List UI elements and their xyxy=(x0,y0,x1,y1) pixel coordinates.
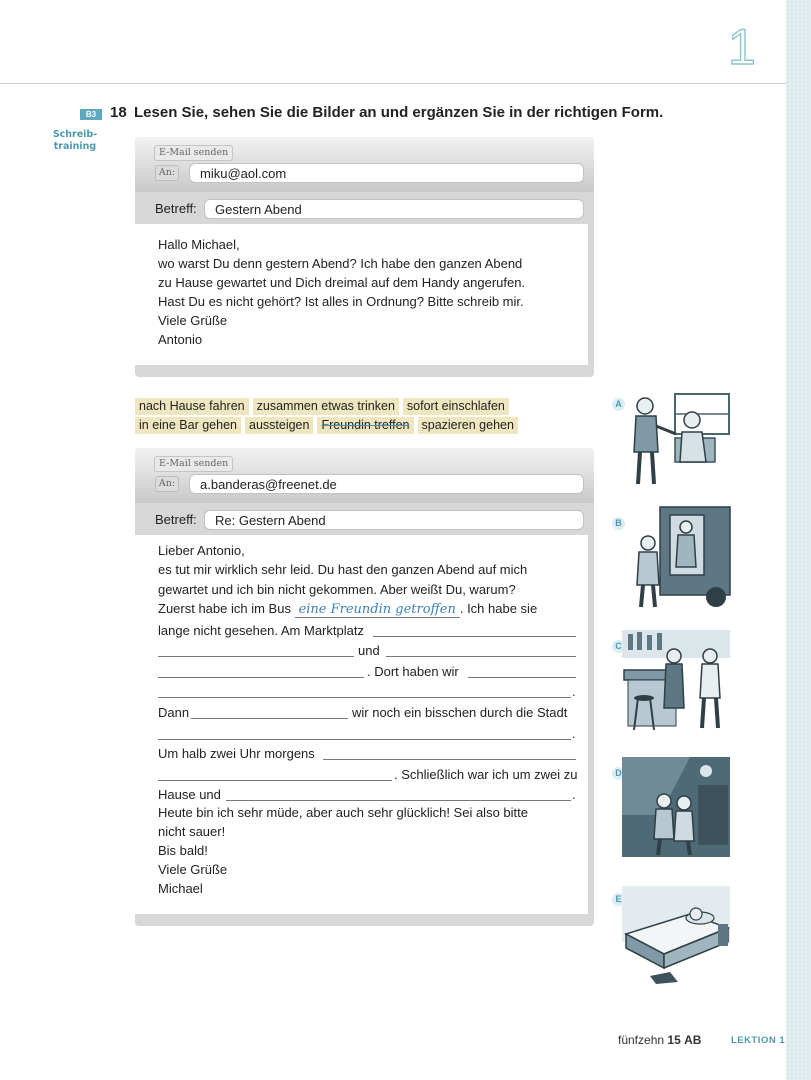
bus-greeting-illustration xyxy=(620,386,732,490)
page-word: fünfzehn xyxy=(618,1033,665,1047)
body-line: Lieber Antonio, xyxy=(158,543,245,558)
picture-label: A xyxy=(612,398,625,411)
body-line: gewartet und ich bin nicht gekommen. Aber weißt Du, warum? xyxy=(158,582,516,597)
blank-line[interactable] xyxy=(158,739,571,740)
body-line xyxy=(158,601,537,617)
page-number: 15 xyxy=(667,1033,681,1047)
body-line: wo warst Du denn gestern Abend? Ich habe den ganzen Abend xyxy=(158,256,523,271)
body-line: wir noch ein bisschen durch die Stadt xyxy=(352,705,568,720)
blank-line[interactable] xyxy=(158,677,364,678)
blank-line[interactable] xyxy=(386,656,576,657)
word-chip: sofort einschlafen xyxy=(403,398,509,415)
blank-line[interactable] xyxy=(323,759,576,760)
subject-field[interactable]: Gestern Abend xyxy=(204,199,584,219)
body-line: zu Hause gewartet und Dich dreimal auf dem Handy angerufen. xyxy=(158,275,526,290)
send-email-tab[interactable]: E-Mail senden xyxy=(154,145,233,161)
body-line: Heute bin ich sehr müde, aber auch sehr glücklich! Sei also bitte xyxy=(158,805,528,820)
blank-line[interactable] xyxy=(373,636,576,637)
picture-label: E xyxy=(612,893,625,906)
blank-line[interactable] xyxy=(158,780,392,781)
body-line: Viele Grüße xyxy=(158,862,228,877)
word-chip: in eine Bar gehen xyxy=(135,417,241,434)
word-chip: zusammen etwas trinken xyxy=(253,398,399,415)
exercise-number: 18 xyxy=(110,104,127,121)
blank-line[interactable] xyxy=(158,656,354,657)
example-answer: eine Freundin getroffen xyxy=(295,602,460,618)
blank-line[interactable] xyxy=(468,677,576,678)
body-line: Um halb zwei Uhr morgens xyxy=(158,746,315,761)
body-line: Hallo Michael, xyxy=(158,237,240,252)
bus-exit-illustration xyxy=(620,505,732,609)
body-line: . Schließlich war ich um zwei zu xyxy=(394,767,578,782)
body-line: nicht sauer! xyxy=(158,824,226,839)
section-badge: B3 xyxy=(80,109,102,120)
body-text: . Ich habe sie xyxy=(459,601,538,616)
picture-label: C xyxy=(612,640,625,653)
exercise-instruction: Lesen Sie, sehen Sie die Bilder an und ergänzen Sie in der richtigen Form. xyxy=(134,104,664,121)
body-line: lange nicht gesehen. Am Marktplatz xyxy=(158,623,364,638)
word-chip: aussteigen xyxy=(245,417,313,434)
page-footer xyxy=(618,1033,701,1047)
night-walk-illustration xyxy=(620,755,732,859)
subject-label: Betreff: xyxy=(155,201,197,216)
sleeping-bed-illustration xyxy=(620,884,732,988)
word-chip: spazieren gehen xyxy=(418,417,518,434)
bar-drinking-illustration xyxy=(620,628,732,732)
body-line: Bis bald! xyxy=(158,843,208,858)
body-line: Viele Grüße xyxy=(158,313,228,328)
chapter-number: 1 xyxy=(728,19,756,75)
body-line: Dann xyxy=(158,705,190,720)
picture-label: D xyxy=(612,767,625,780)
body-line: . Dort haben wir xyxy=(367,664,459,679)
body-line: Antonio xyxy=(158,332,203,347)
to-field[interactable]: a.banderas@freenet.de xyxy=(189,474,584,494)
word-chip: nach Hause fahren xyxy=(135,398,249,415)
picture-label: B xyxy=(612,517,625,530)
body-line: und xyxy=(358,643,380,658)
blank-line[interactable] xyxy=(158,697,571,698)
subject-field[interactable]: Re: Gestern Abend xyxy=(204,510,584,530)
body-line: . xyxy=(572,684,576,699)
body-line: Michael xyxy=(158,881,203,896)
body-text: Zuerst habe ich im Bus xyxy=(158,601,291,616)
word-chip-used: Freundin treffen xyxy=(317,417,413,434)
to-field[interactable]: miku@aol.com xyxy=(189,163,584,183)
blank-line[interactable] xyxy=(191,718,348,719)
book-label: AB xyxy=(684,1033,702,1047)
to-label: An: xyxy=(155,165,179,181)
to-label: An: xyxy=(155,476,179,492)
side-label-text: Schreib- training xyxy=(52,129,98,152)
body-line: Hause und xyxy=(158,787,221,802)
body-line: . xyxy=(572,726,576,741)
lektion-label: LEKTION 1 xyxy=(731,1035,786,1046)
body-line: . xyxy=(572,787,576,802)
blank-line[interactable] xyxy=(226,800,571,801)
send-email-tab[interactable]: E-Mail senden xyxy=(154,456,233,472)
subject-label: Betreff: xyxy=(155,512,197,527)
body-line: es tut mir wirklich sehr leid. Du hast den ganzen Abend auf mich xyxy=(158,562,528,577)
body-line: Hast Du es nicht gehört? Ist alles in Ordnung? Bitte schreib mir. xyxy=(158,294,524,309)
